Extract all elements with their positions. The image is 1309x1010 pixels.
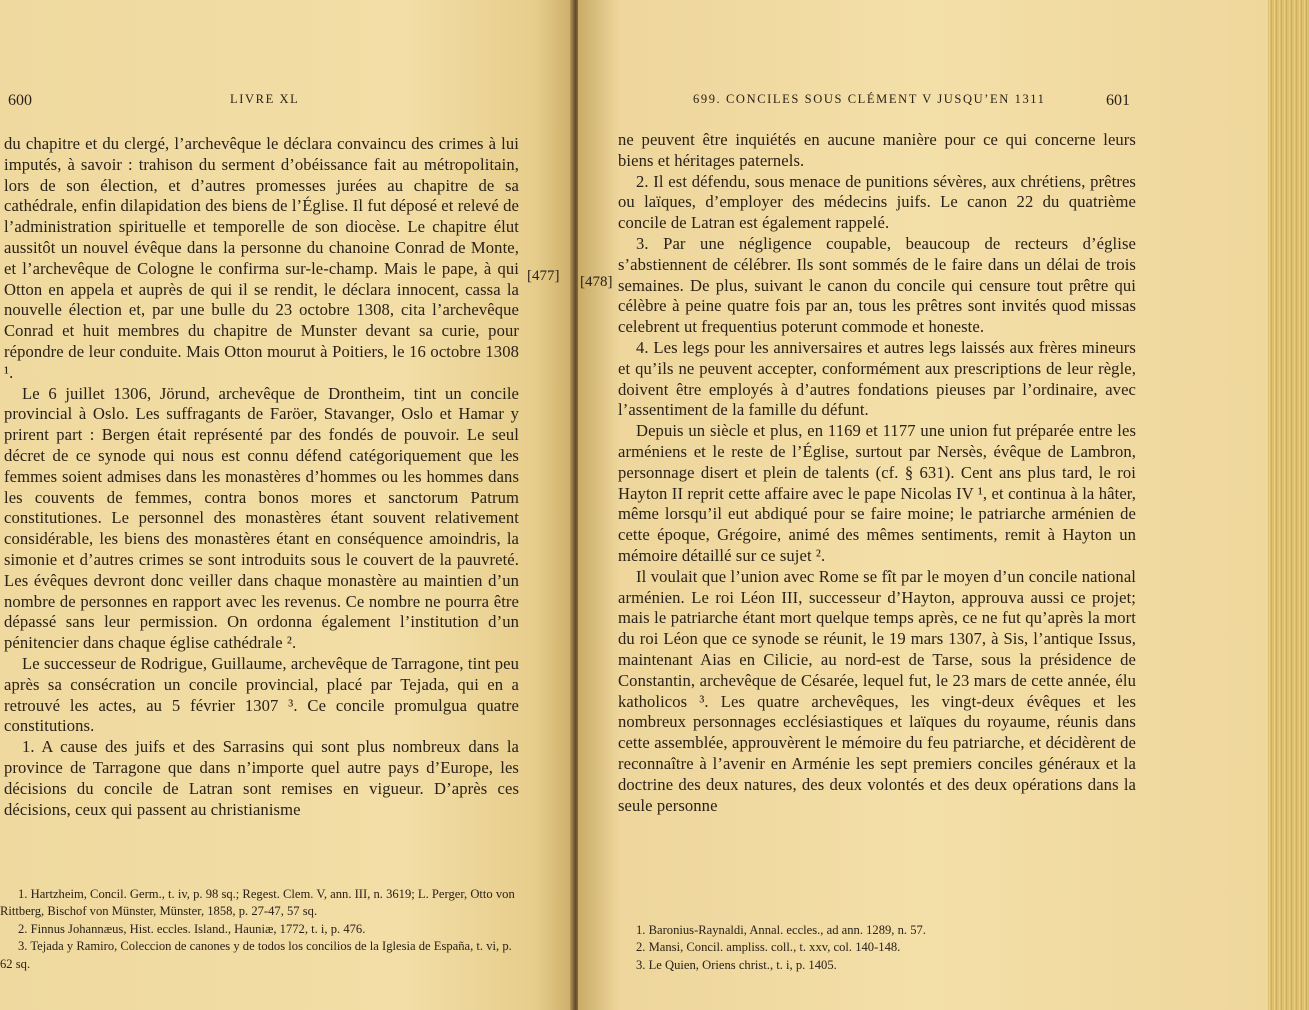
margin-reference: [478] xyxy=(580,274,613,290)
paragraph: Depuis un siècle et plus, en 1169 et 1177 une union fut préparée entre les arméniens et le reste de l’Église, surtout par Nersès, évêque de Lambron, personnage disert et plein de talents (cf. § 631). Cent ans plus tard, le roi Hayton II reprit cette affaire avec le pape Nicolas IV ¹, et continua à la hâter, même lorsqu’il eut abdiqué pour se faire moine; le patriarche arménien de cette époque, Grégoire, animé des mêmes sentiments, remit à Hayton un mémoire détaillé sur ce sujet ². xyxy=(618,421,1136,565)
footnote: 1. Hartzheim, Concil. Germ., t. iv, p. 98 sq.; Regest. Clem. V, ann. III, n. 3619; L. Perger, Otto von Rittberg, Bischof von Münster, Münster, 1858, p. 27-47, 57 sq. xyxy=(0,887,515,919)
page-edges xyxy=(1268,0,1309,1010)
page-number: 601 xyxy=(1106,92,1130,109)
running-head: 699. CONCILES SOUS CLÉMENT V JUSQU’EN 1311 xyxy=(693,92,1046,106)
paragraph: Le successeur de Rodrigue, Guillaume, archevêque de Tarragone, tint peu après sa consécration un concile provincial, placé par Tejada, qui en a retrouvé les actes, au 5 février 1307 ³. Ce concile promulgua quatre constitutions. xyxy=(4,653,519,736)
paragraph: 3. Par une négligence coupable, beaucoup de recteurs d’église s’abstiennent de célébrer. Ils sont sommés de le faire dans un délai de trois semaines. De plus, suivant le canon du concile qui censure tout prêtre qui célèbre à peine quatre fois par an, tous les prêtres sont invités quod missas celebrent ut frequentius poterunt commode et honeste. xyxy=(618,233,1136,337)
body-text xyxy=(618,130,1136,816)
running-head: LIVRE XL xyxy=(230,92,300,106)
footnote: 2. Mansi, Concil. ampliss. coll., t. xxv, col. 140-148. xyxy=(636,940,901,955)
left-page xyxy=(0,0,576,1010)
paragraph: Le 6 juillet 1306, Jörund, archevêque de Drontheim, tint un concile provincial à Oslo. Les suffragants de Faröer, Stavanger, Oslo et Hamar y prirent part : Bergen était représenté par des fondés de pouvoir. Le seul décret de ce synode qui nous est connu défend catégoriquement que les femmes soient admises dans les monastères d’hommes ou les hommes dans les couvents de femmes, contra bonos mores et sanctorum Patrum constitutiones. Le personnel des monastères étant souvent relativement considérable, les biens des monastères étant en conséquence amoindris, la simonie et d’autres crimes se sont introduits sous le couvert de la pauvreté. Les évêques devront donc veiller dans chaque monastère au maintien d’un nombre de personnes en rapport avec les revenus. Ce nombre ne pourra être dépassé sans leur permission. On ordonna également l’institution d’un pénitencier dans chaque église cathédrale ². xyxy=(4,383,519,653)
paragraph: Il voulait que l’union avec Rome se fît par le moyen d’un concile national arménien. Le roi Léon III, successeur d’Hayton, approuva aussi ce projet; mais le patriarche étant mort quelque temps après, ce ne fut qu’après la mort du roi Léon que ce synode se réunit, le 19 mars 1307, à Sis, l’antique Issus, maintenant Aias en Cilicie, au nord-est de Tarse, sous la présidence de Constantin, archevêque de Césarée, lequel fut, le 23 mars de cette année, élu katholicos ³. Les quatre archevêques, les vingt-deux évêques et les nombreux personnages ecclésiastiques et laïques du royaume, réunis dans cette assemblée, approuvèrent le mémoire du feu patriarche, et décidèrent de reconnaître à l’avenir en Arménie les sept premiers conciles généraux et la doctrine des deux natures, des deux volontés et des deux opérations dans la seule personne xyxy=(618,566,1136,815)
paragraph: 1. A cause des juifs et des Sarrasins qui sont plus nombreux dans la province de Tarragone que dans n’importe quel autre pays d’Europe, les décisions du concile de Latran sont remises en vigueur. D’après ces décisions, ceux qui passent au christianisme xyxy=(4,737,519,819)
paragraph: 2. Il est défendu, sous menace de punitions sévères, aux chrétiens, prêtres ou laïques, d’employer des médecins juifs. Le canon 22 du quatrième concile de Latran est également rappelé. xyxy=(618,171,1136,233)
right-page xyxy=(578,0,1268,1010)
paragraph: 4. Les legs pour les anniversaires et autres legs laissés aux frères mineurs et qu’ils ne peuvent accepter, conformément aux prescriptions de leur règle, doivent être employés à d’autres fondations pieuses par l’ordinaire, avec l’assentiment de la famille du défunt. xyxy=(618,337,1136,420)
margin-reference: [477] xyxy=(527,268,560,284)
page-number: 600 xyxy=(8,92,32,109)
body-text xyxy=(4,134,519,820)
footnote: 1. Baronius-Raynaldi, Annal. eccles., ad ann. 1289, n. 57. xyxy=(636,923,926,937)
footnote: 3. Le Quien, Oriens christ., t. i, p. 1405. xyxy=(636,957,837,972)
footnote: 3. Tejada y Ramiro, Coleccion de canones y de todos los concilios de la Iglesia de España, t. vi, p. 62 sq. xyxy=(0,939,512,971)
paragraph: du chapitre et du clergé, l’archevêque le déclara convaincu des crimes à lui imputés, à savoir : trahison du serment d’obéissance fait au métropolitain, lors de son élection, et d’autres promesses jurées au chapitre de sa cathédrale, enfin dilapidation des biens de l’Église. Il fut déposé et relevé de l’administration spirituelle et temporelle de son diocèse. Le chapitre élut aussitôt un nouvel évêque dans la personne du chanoine Conrad de Monte, et l’archevêque de Cologne le confirma sur-le-champ. Mais le pape, à qui Otton en appela et auprès de qui il se rendit, le déclara innocent, cassa la nouvelle élection et, par une bulle du 23 octobre 1308, cita l’archevêque Conrad et huit membres du chapitre de Munster devant sa curie, pour répondre de leur conduite. Mais Otton mourut à Poitiers, le 16 octobre 1308 ¹. xyxy=(4,134,519,382)
footnote: 2. Finnus Johannæus, Hist. eccles. Island., Hauniæ, 1772, t. i, p. 476. xyxy=(18,921,366,936)
footnotes xyxy=(0,886,515,973)
paragraph: ne peuvent être inquiétés en aucune manière pour ce qui concerne leurs biens et héritages paternels. xyxy=(618,130,1136,170)
footnotes xyxy=(618,922,1136,974)
